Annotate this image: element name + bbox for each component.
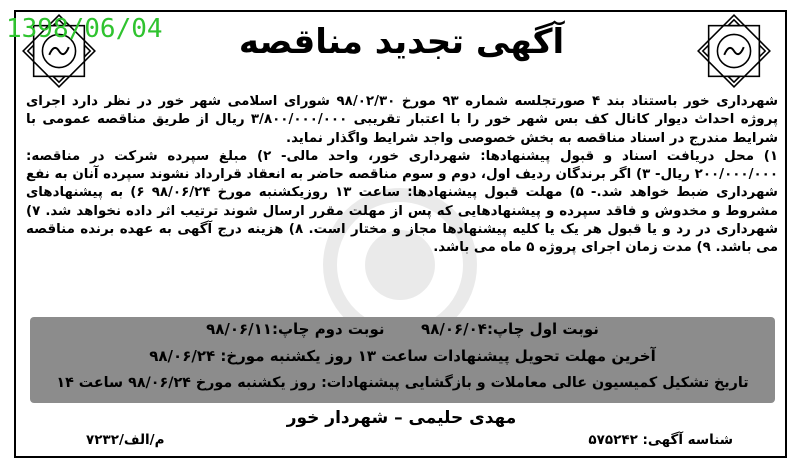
ad-id: شناسه آگهی: ۵۷۵۲۴۲ bbox=[588, 432, 733, 448]
notice-body bbox=[26, 93, 778, 258]
first-print: نوبت اول چاپ:۹۸/۰۶/۰۴ bbox=[421, 320, 599, 338]
commission-date: تاریخ تشکیل کمیسیون عالی معاملات و بازگشایی پیشنهادات: روز یکشنبه مورخ ۹۸/۰۶/۲۴ ساعت ۱۴ bbox=[56, 375, 749, 391]
second-print: نوبت دوم چاپ:۹۸/۰۶/۱۱ bbox=[206, 320, 385, 338]
print-dates bbox=[30, 320, 775, 338]
notice-title: آگهی تجدید مناقصه bbox=[238, 22, 565, 62]
date-stamp: 1398/06/04 bbox=[6, 14, 163, 44]
schedule-box bbox=[30, 317, 775, 403]
signer-name: مهدی حلیمی – شهردار خور bbox=[286, 408, 517, 428]
submission-deadline: آخرین مهلت تحویل پیشنهادات ساعت ۱۳ روز یکشنبه مورخ: ۹۸/۰۶/۲۴ bbox=[149, 347, 656, 365]
reference-number: م/الف/۷۲۳۲ bbox=[86, 432, 165, 448]
intro-paragraph: شهرداری خور باستناد بند ۴ صورتجلسه شماره ۹۳ مورخ ۹۸/۰۲/۳۰ شورای اسلامی شهر خور در نظر دارد اجرای پروژه احداث دیوار کانال کف بس شهر خور را با اعتبار تقریبی ۳/۸۰۰/۰۰۰/۰۰۰ ریال از طریق مناقصه عمومی با شرایط مندرج در اسناد مناقصه به بخش خصوصی واجد شرایط واگذار نماید. bbox=[26, 94, 778, 146]
conditions-paragraph: ۱) محل دریافت اسناد و قبول پیشنهادها: شهرداری خور، واحد مالی- ۲) مبلغ سپرده شرکت در مناقصه: ۲۰۰/۰۰۰/۰۰۰ ریال- ۳) اگر برندگان ردیف اول، دوم و سوم مناقصه حاضر به انعقاد قرارداد نشوند سپرده آنان به نفع شهرداری ضبط خواهد شد.- ۵) مهلت قبول پیشنهادها: ساعت ۱۳ روزیکشنبه مورخ ۹۸/۰۶/۲۴ ۶) به پیشنهادهای مشروط و مخدوش و فاقد سپرده و پیشنهادهایی که پس از مهلت مقرر ارسال شوند ترتیب اثر داده نخواهد شد. ۷) شهرداری در رد و یا قبول هر یک یا کلیه پیشنهادها مجاز و مختار است. ۸) هزینه درج آگهی به عهده برنده مناقصه می باشد. ۹) مدت زمان اجرای پروژه ۵ ماه می باشد. bbox=[26, 148, 779, 256]
